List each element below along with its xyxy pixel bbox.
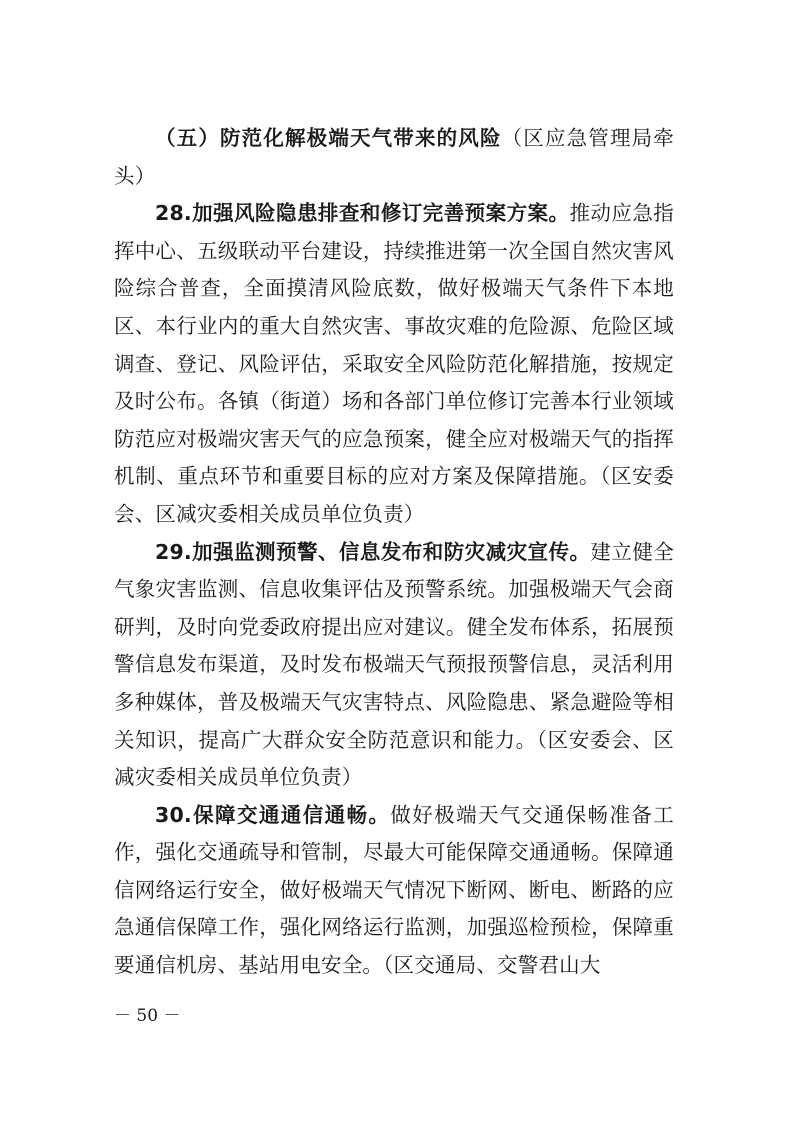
document-page bbox=[114, 120, 674, 985]
item-paragraph-28 bbox=[114, 195, 674, 533]
item-body-29: 建立健全气象灾害监测、信息收集评估及预警系统。加强极端天气会商研判，及时向党委政府提出应对建议。健全发布体系，拓展预警信息发布渠道，及时发布极端天气预报预警信息，灵活利用多种媒体，普及极端天气灾害特点、风险隐患、紧急避险等相关知识，提高广大群众安全防范意识和能力。（区安委会、区减灾委相关成员单位负责） bbox=[114, 539, 674, 790]
item-title-30: 30.保障交通通信通畅。 bbox=[155, 802, 391, 827]
section-heading-title: （五）防范化解极端天气带来的风险 bbox=[155, 126, 502, 150]
item-paragraph-30 bbox=[114, 797, 674, 985]
item-paragraph-29 bbox=[114, 534, 674, 797]
item-title-29: 29.加强监测预警、信息发布和防灾减灾宣传。 bbox=[155, 539, 591, 564]
section-heading bbox=[114, 120, 674, 195]
item-title-28: 28.加强风险隐患排查和修订完善预案方案。 bbox=[155, 201, 570, 226]
item-body-28: 推动应急指挥中心、五级联动平台建设，持续推进第一次全国自然灾害风险综合普查，全面摸清风险底数，做好极端天气条件下本地区、本行业内的重大自然灾害、事故灾难的危险源、危险区域调查、登记、风险评估，采取安全风险防范化解措施，按规定及时公布。各镇（街道）场和各部门单位修订完善本行业领域防范应对极端灾害天气的应急预案，健全应对极端天气的指挥机制、重点环节和重要目标的应对方案及保障措施。（区安委会、区减灾委相关成员单位负责） bbox=[114, 201, 675, 526]
item-body-30: 做好极端天气交通保畅准备工作，强化交通疏导和管制，尽最大可能保障交通通畅。保障通信网络运行安全，做好极端天气情况下断网、断电、断路的应急通信保障工作，强化网络运行监测，加强巡检预检，保障重要通信机房、基站用电安全。（区交通局、交警君山大 bbox=[114, 802, 674, 978]
section-heading-lead: （区应急管理局牵头） bbox=[114, 126, 674, 188]
page-number: － 50 － bbox=[114, 1006, 181, 1026]
